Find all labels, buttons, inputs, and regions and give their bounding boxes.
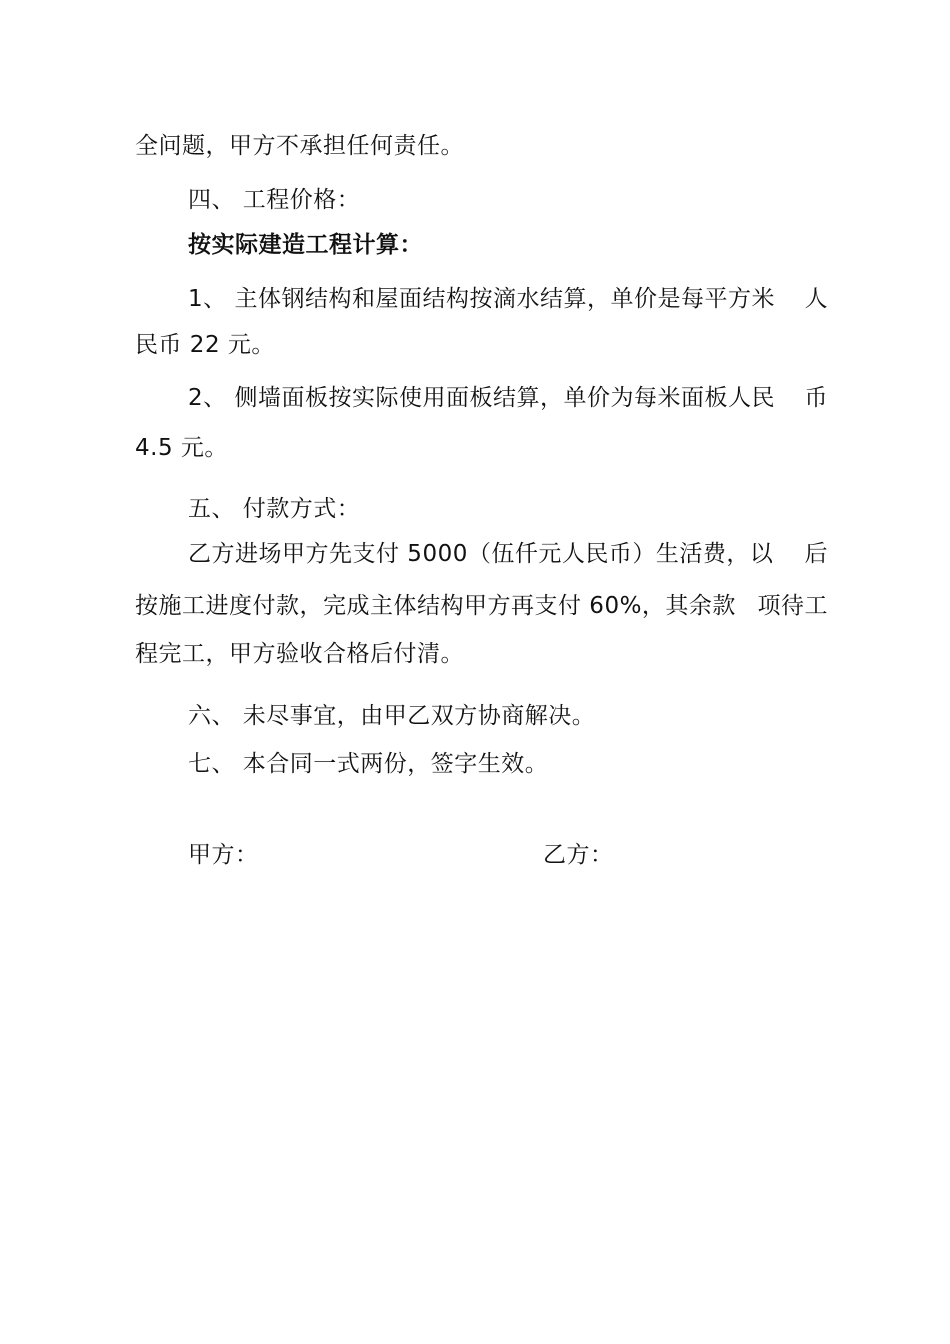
section-5-line-1 [188, 539, 828, 569]
party-a-signature-label: 甲方： [188, 842, 259, 868]
section-5-text: 乙方进场甲方先支付 5000（伍仟元人民币）生活费，以 [188, 541, 774, 567]
section-6: 六、 未尽事宜，由甲乙双方协商解决。 [188, 703, 596, 729]
section-5-line-3: 程完工，甲方验收合格后付清。 [135, 641, 464, 667]
item-1-line-2: 民币 22 元。 [135, 332, 275, 358]
item-1-text-end: 人 [804, 286, 828, 312]
item-2-line-1 [188, 383, 828, 413]
section-5-text-2-end: 项待工 [757, 593, 828, 619]
section-5-heading: 五、 付款方式： [188, 496, 361, 522]
section-4-subheading: 按实际建造工程计算： [188, 232, 423, 258]
item-2-text-end: 币 [804, 385, 828, 411]
party-b-signature-label: 乙方： [543, 842, 614, 868]
section-5-line-2 [135, 591, 828, 621]
item-1-line-1 [188, 284, 828, 314]
item-2-text: 2、 侧墙面板按实际使用面板结算，单价为每米面板人民 [188, 385, 775, 411]
item-2-line-2: 4.5 元。 [135, 435, 228, 461]
section-5-text-end: 后 [804, 541, 828, 567]
paragraph-line: 全问题，甲方不承担任何责任。 [135, 133, 464, 159]
section-7: 七、 本合同一式两份，签字生效。 [188, 751, 549, 777]
item-1-text: 1、 主体钢结构和屋面结构按滴水结算，单价是每平方米 [188, 286, 775, 312]
section-4-heading: 四、 工程价格： [188, 187, 361, 213]
section-5-text-2: 按施工进度付款，完成主体结构甲方再支付 60%，其余款 [135, 593, 736, 619]
